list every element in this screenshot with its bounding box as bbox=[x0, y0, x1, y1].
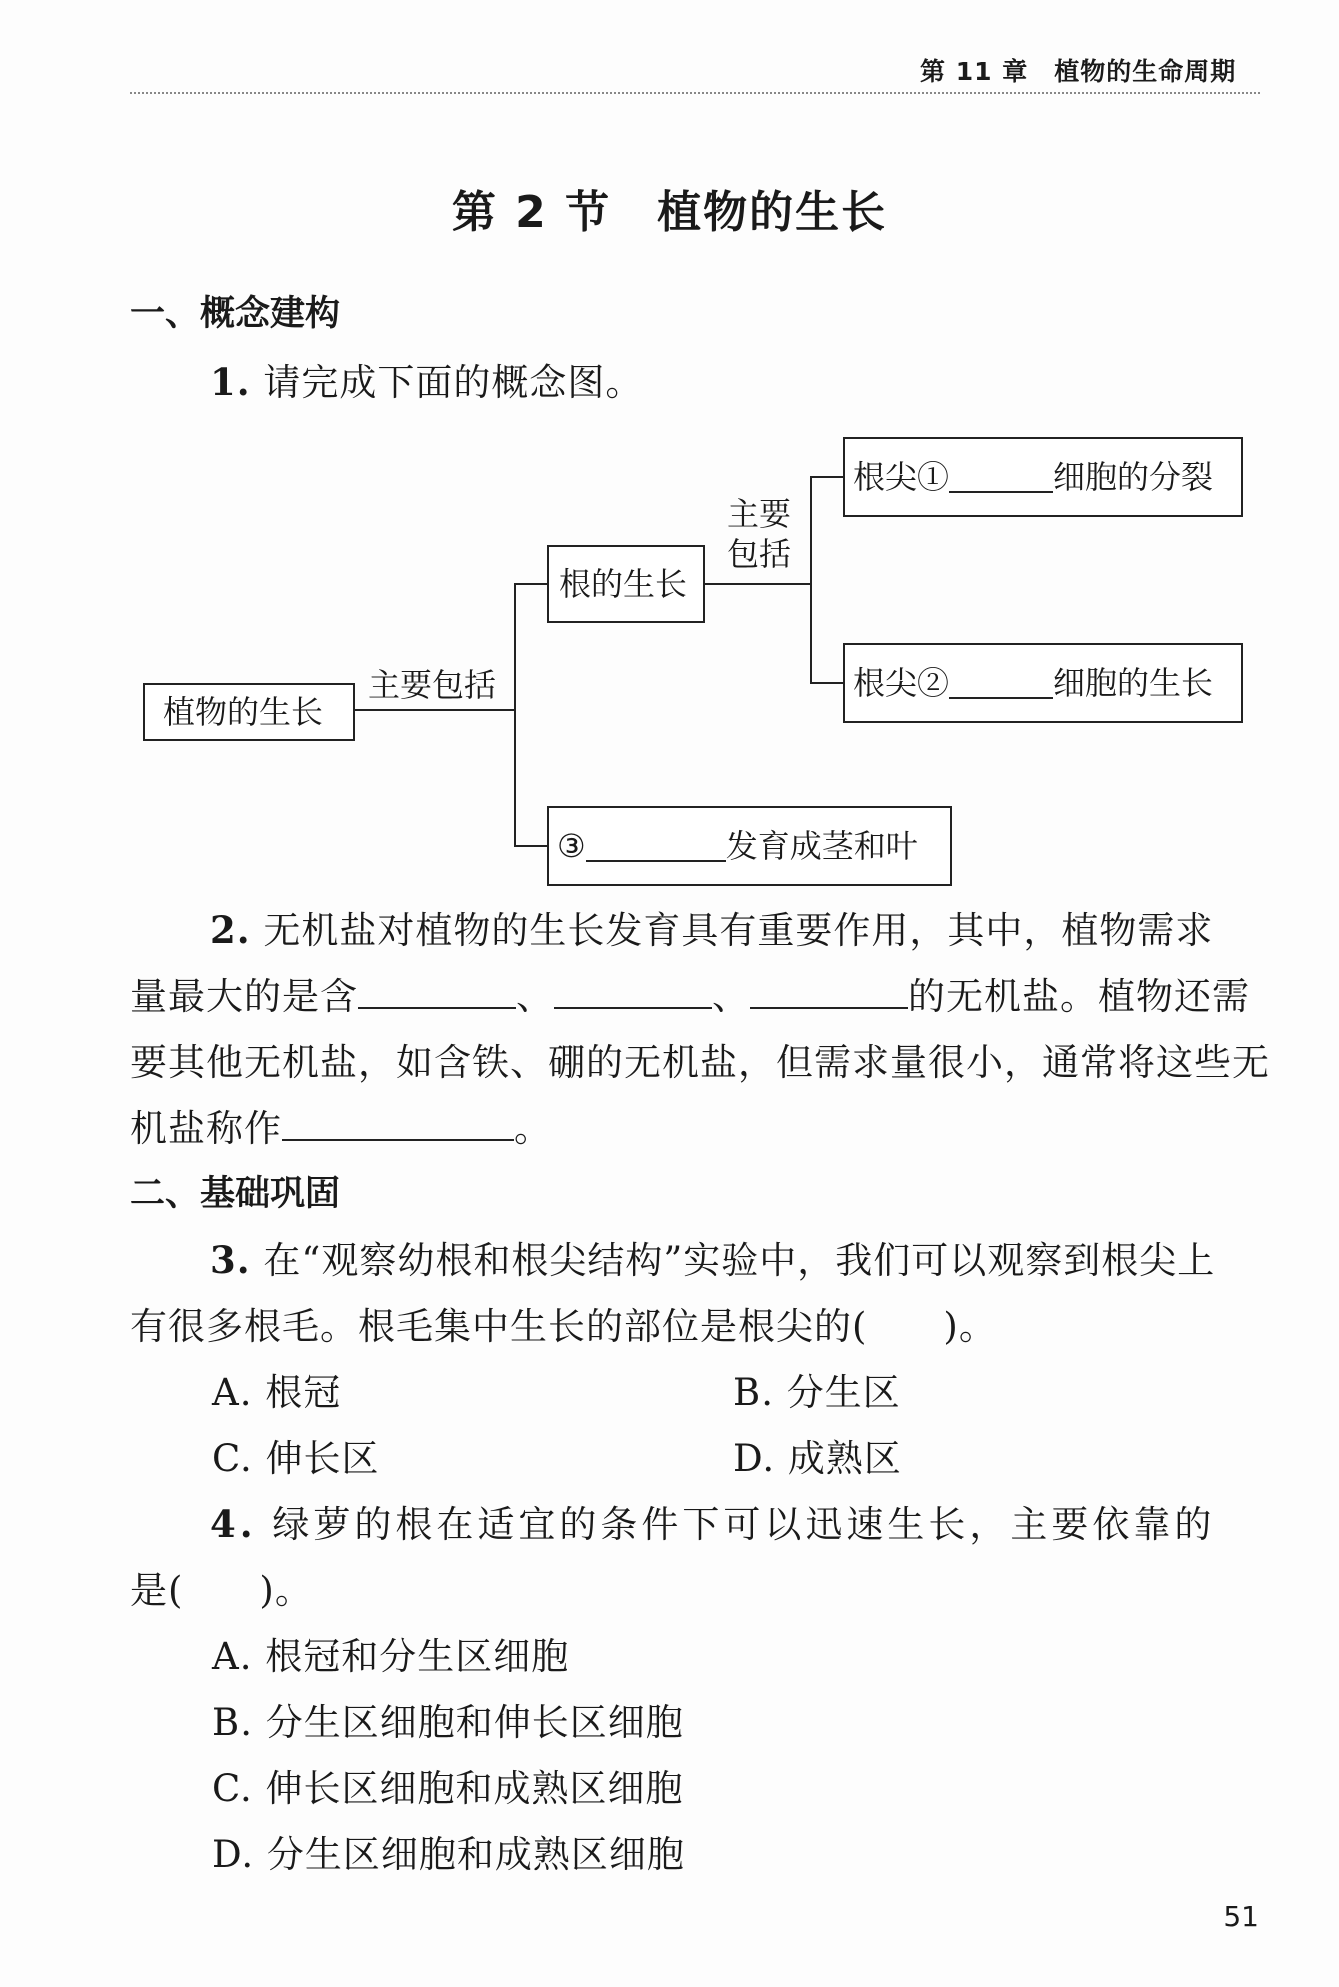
box-label: 根尖② bbox=[853, 664, 950, 702]
question-number: 1. bbox=[210, 360, 251, 404]
concept-box-root-tip-2 bbox=[843, 643, 1243, 723]
section-heading-concept: 一、概念建构 bbox=[130, 294, 341, 334]
separator: 、 bbox=[712, 975, 750, 1018]
box-label: 根的生长 bbox=[559, 565, 688, 603]
connector-line bbox=[810, 682, 844, 684]
question-2-line bbox=[210, 900, 1213, 954]
concept-box-root-tip-1 bbox=[843, 437, 1243, 517]
header-divider bbox=[130, 92, 1260, 94]
connector-line bbox=[514, 583, 516, 846]
box-label: ③ bbox=[557, 827, 586, 865]
edge-label-line: 主要 bbox=[727, 495, 792, 533]
edge-label-main: 主要包括 bbox=[368, 666, 497, 704]
fill-blank[interactable] bbox=[949, 667, 1053, 699]
concept-box-root-growth bbox=[547, 545, 705, 623]
question-text: 无机盐对植物的生长发育具有重要作用，其中，植物需求 bbox=[263, 909, 1214, 952]
concept-box-bud bbox=[547, 806, 952, 886]
edge-label-line: 包括 bbox=[727, 535, 792, 573]
question-number: 2. bbox=[210, 908, 251, 952]
option-a[interactable]: A. 根冠 bbox=[212, 1371, 342, 1414]
option-d[interactable]: D. 分生区细胞和成熟区细胞 bbox=[212, 1833, 685, 1876]
question-text: 的无机盐。植物还需 bbox=[908, 975, 1250, 1018]
fill-blank[interactable] bbox=[358, 977, 516, 1009]
option-d[interactable]: D. 成熟区 bbox=[733, 1437, 902, 1480]
question-2-line: 要其他无机盐，如含铁、硼的无机盐，但需求量很小，通常将这些无 bbox=[130, 1041, 1270, 1084]
box-label: 发育成茎和叶 bbox=[725, 827, 918, 865]
connector-line bbox=[703, 583, 811, 585]
concept-box-plant-growth bbox=[143, 683, 355, 741]
question-number: 4. bbox=[210, 1502, 257, 1546]
fill-blank[interactable] bbox=[554, 977, 712, 1009]
question-text: 绿萝的根在适宜的条件下可以迅速生长，主要依靠的 bbox=[272, 1503, 1216, 1546]
box-label: 根尖① bbox=[853, 458, 950, 496]
edge-label-sub bbox=[727, 494, 791, 574]
page-number: 51 bbox=[1223, 1900, 1259, 1933]
fill-blank[interactable] bbox=[750, 977, 908, 1009]
chapter-header: 第 11 章 植物的生命周期 bbox=[920, 57, 1237, 86]
fill-blank[interactable] bbox=[282, 1109, 514, 1141]
box-label: 细胞的生长 bbox=[1053, 664, 1214, 702]
question-2-line bbox=[130, 966, 1250, 1020]
box-label: 植物的生长 bbox=[163, 693, 324, 731]
question-4-line: 是( )。 bbox=[130, 1569, 313, 1612]
connector-line bbox=[810, 476, 844, 478]
question-3-line: 有很多根毛。根毛集中生长的部位是根尖的( )。 bbox=[130, 1305, 997, 1348]
question-3-line bbox=[210, 1230, 1215, 1284]
page-title: 第 2 节 植物的生长 bbox=[451, 187, 888, 238]
question-number: 3. bbox=[210, 1238, 251, 1282]
question-text: 。 bbox=[514, 1107, 552, 1150]
question-2-line bbox=[130, 1098, 552, 1152]
connector-line bbox=[514, 845, 548, 847]
connector-line bbox=[810, 476, 812, 683]
question-text: 机盐称作 bbox=[130, 1107, 282, 1150]
box-label: 细胞的分裂 bbox=[1053, 458, 1214, 496]
question-4-line bbox=[210, 1494, 1215, 1548]
question-text: 在“观察幼根和根尖结构”实验中，我们可以观察到根尖上 bbox=[263, 1239, 1216, 1282]
question-1 bbox=[210, 352, 643, 406]
question-text: 量最大的是含 bbox=[130, 975, 358, 1018]
separator: 、 bbox=[516, 975, 554, 1018]
fill-blank[interactable] bbox=[949, 461, 1053, 493]
option-b[interactable]: B. 分生区细胞和伸长区细胞 bbox=[212, 1701, 684, 1744]
section-heading-basics: 二、基础巩固 bbox=[130, 1174, 341, 1214]
fill-blank[interactable] bbox=[586, 830, 726, 862]
connector-line bbox=[514, 583, 548, 585]
connector-line bbox=[353, 709, 515, 711]
option-a[interactable]: A. 根冠和分生区细胞 bbox=[212, 1635, 570, 1678]
option-c[interactable]: C. 伸长区细胞和成熟区细胞 bbox=[212, 1767, 684, 1810]
option-c[interactable]: C. 伸长区 bbox=[212, 1437, 380, 1480]
option-b[interactable]: B. 分生区 bbox=[733, 1371, 901, 1414]
question-text: 请完成下面的概念图。 bbox=[263, 361, 644, 404]
